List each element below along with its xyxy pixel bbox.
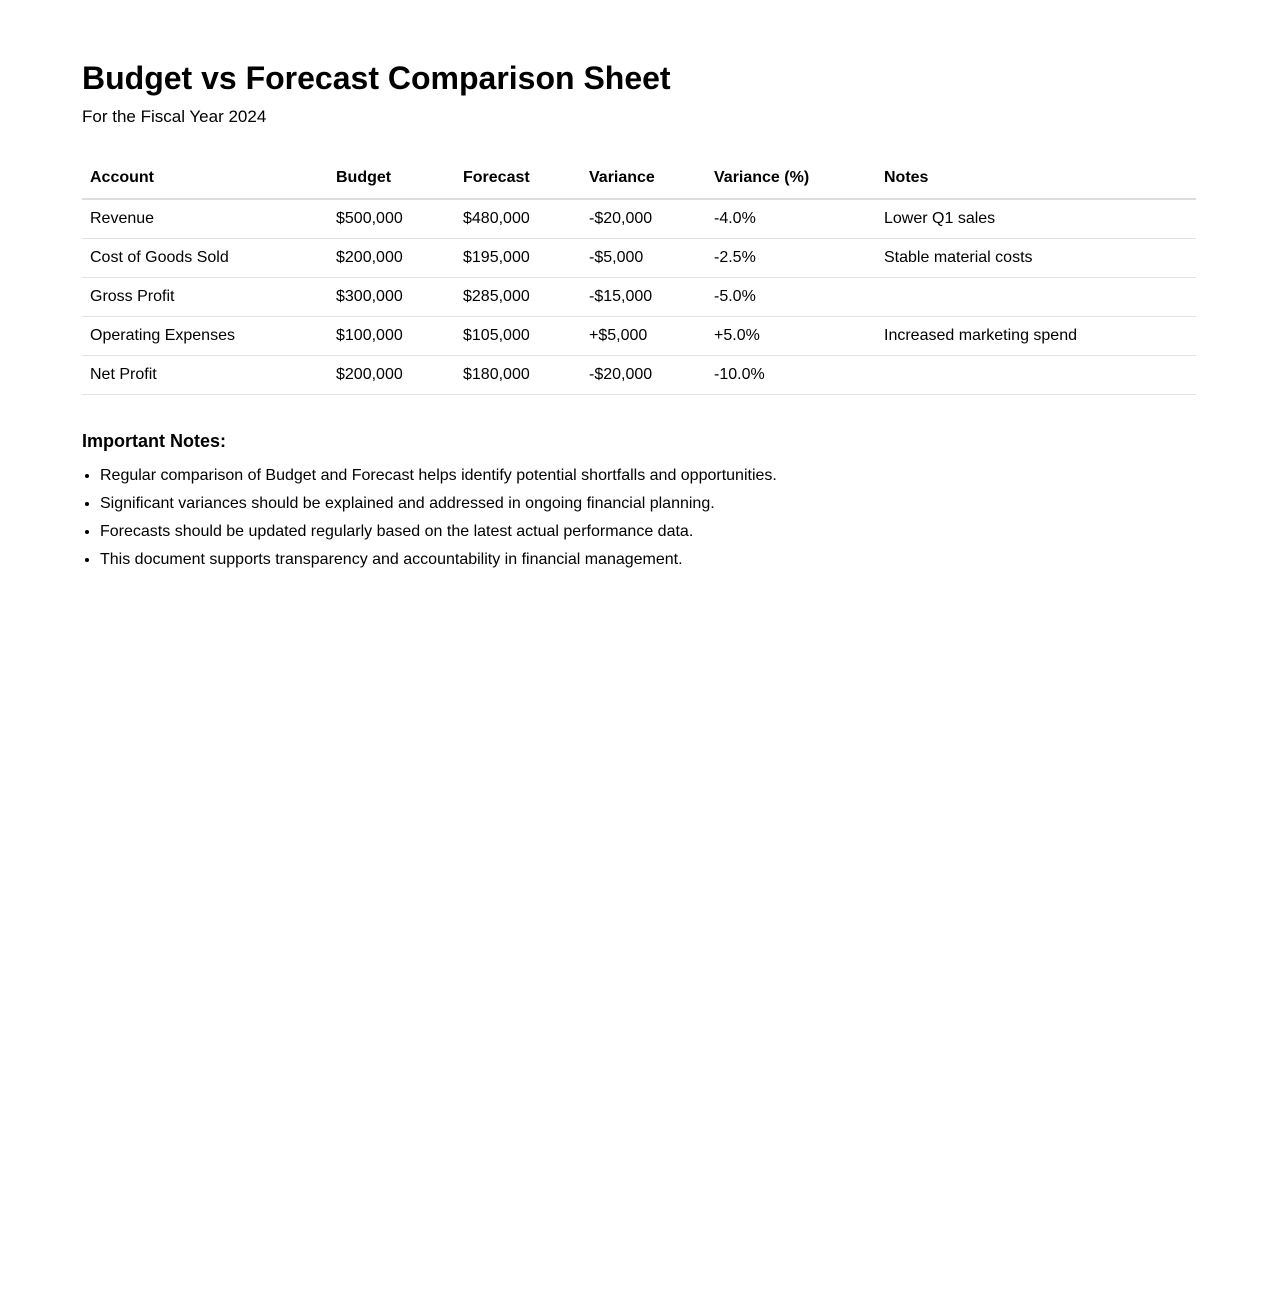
cell-forecast: $180,000 bbox=[455, 356, 581, 395]
list-item: • Regular comparison of Budget and Forecast helps identify potential shortfalls and opportunities. bbox=[100, 462, 777, 490]
cell-notes: Increased marketing spend bbox=[876, 317, 1196, 356]
cell-variance: -$15,000 bbox=[581, 278, 706, 317]
page-title: Budget vs Forecast Comparison Sheet bbox=[82, 60, 671, 96]
cell-variance: -$5,000 bbox=[581, 239, 706, 278]
table-row bbox=[82, 239, 1196, 278]
table-row bbox=[82, 278, 1196, 317]
column-header-budget: Budget bbox=[328, 158, 455, 199]
cell-account: Cost of Goods Sold bbox=[82, 239, 328, 278]
notes-heading: Important Notes: bbox=[82, 431, 226, 451]
column-header-notes: Notes bbox=[876, 158, 1196, 199]
cell-budget: $300,000 bbox=[328, 278, 455, 317]
page-subtitle: For the Fiscal Year 2024 bbox=[82, 107, 267, 126]
list-item: • Forecasts should be updated regularly based on the latest actual performance data. bbox=[100, 518, 777, 546]
table-row bbox=[82, 317, 1196, 356]
cell-budget: $200,000 bbox=[328, 239, 455, 278]
column-header-account: Account bbox=[82, 158, 328, 199]
cell-forecast: $285,000 bbox=[455, 278, 581, 317]
cell-budget: $100,000 bbox=[328, 317, 455, 356]
cell-notes bbox=[876, 278, 1196, 317]
cell-notes: Stable material costs bbox=[876, 239, 1196, 278]
cell-variance-percent: -5.0% bbox=[706, 278, 876, 317]
cell-account: Gross Profit bbox=[82, 278, 328, 317]
cell-budget: $500,000 bbox=[328, 199, 455, 239]
column-header-variance: Variance bbox=[581, 158, 706, 199]
cell-forecast: $105,000 bbox=[455, 317, 581, 356]
cell-variance: +$5,000 bbox=[581, 317, 706, 356]
cell-variance-percent: -2.5% bbox=[706, 239, 876, 278]
list-item: • This document supports transparency and accountability in financial management. bbox=[100, 546, 777, 574]
cell-variance: -$20,000 bbox=[581, 199, 706, 239]
cell-budget: $200,000 bbox=[328, 356, 455, 395]
table-row bbox=[82, 356, 1196, 395]
column-header-forecast: Forecast bbox=[455, 158, 581, 199]
cell-forecast: $195,000 bbox=[455, 239, 581, 278]
list-item: • Significant variances should be explained and addressed in ongoing financial planning. bbox=[100, 490, 777, 518]
table-row bbox=[82, 199, 1196, 239]
cell-forecast: $480,000 bbox=[455, 199, 581, 239]
table-header-row bbox=[82, 158, 1196, 199]
cell-notes: Lower Q1 sales bbox=[876, 199, 1196, 239]
cell-variance-percent: -10.0% bbox=[706, 356, 876, 395]
cell-variance-percent: -4.0% bbox=[706, 199, 876, 239]
cell-variance-percent: +5.0% bbox=[706, 317, 876, 356]
cell-notes bbox=[876, 356, 1196, 395]
comparison-table bbox=[82, 158, 1196, 395]
notes-list bbox=[82, 462, 777, 574]
comparison-table-container bbox=[82, 158, 1196, 395]
cell-account: Net Profit bbox=[82, 356, 328, 395]
cell-variance: -$20,000 bbox=[581, 356, 706, 395]
column-header-variance-percent: Variance (%) bbox=[706, 158, 876, 199]
cell-account: Operating Expenses bbox=[82, 317, 328, 356]
cell-account: Revenue bbox=[82, 199, 328, 239]
